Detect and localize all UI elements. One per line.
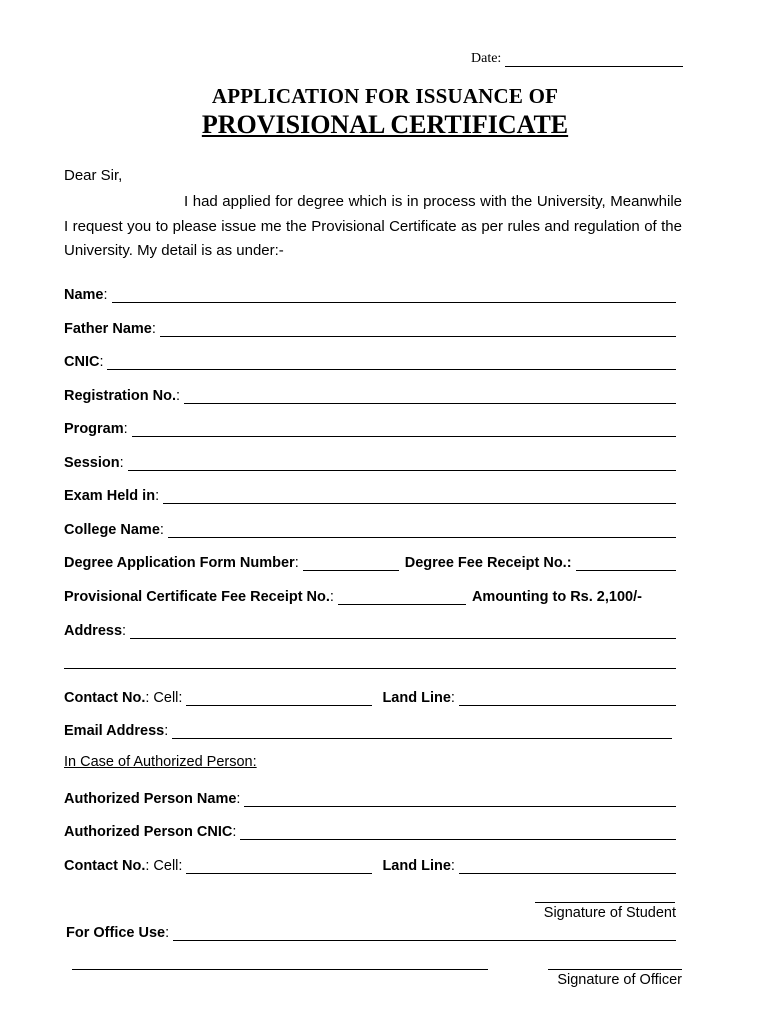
exam-held-in-label: Exam Held in	[64, 488, 156, 504]
college-name-label: College Name	[64, 522, 160, 538]
officer-signature-line[interactable]	[548, 969, 682, 970]
email-address-input-line[interactable]	[172, 724, 672, 739]
authorized-person-cnic-input-line[interactable]	[240, 825, 676, 840]
program-input-line[interactable]	[132, 422, 676, 437]
authorized-cell-input-line[interactable]	[186, 859, 372, 874]
date-label: Date:	[471, 51, 502, 66]
address-field[interactable]: Address:	[64, 619, 676, 639]
office-use-second-line[interactable]	[72, 969, 488, 970]
registration-no-label: Registration No.	[64, 388, 176, 404]
authorized-cell-label: Cell:	[153, 858, 183, 874]
cnic-label: CNIC	[64, 354, 100, 370]
degree-application-row: Degree Application Form Number: Degree Fee Receipt No.:	[64, 551, 676, 571]
registration-no-input-line[interactable]	[184, 389, 676, 404]
address-label: Address	[64, 623, 123, 639]
college-name-input-line[interactable]	[168, 523, 676, 538]
authorized-person-name-label: Authorized Person Name	[64, 791, 237, 807]
name-label: Name	[64, 287, 104, 303]
authorized-contact-no-label: Contact No.	[64, 858, 146, 874]
contact-no-label: Contact No.	[64, 690, 146, 706]
cell-label: Cell:	[153, 690, 183, 706]
authorized-person-heading: In Case of Authorized Person:	[64, 754, 257, 770]
degree-fee-receipt-no-input-line[interactable]	[576, 556, 676, 571]
provisional-fee-row: Provisional Certificate Fee Receipt No.: Amounting to Rs. 2,100/-	[64, 589, 642, 605]
office-use-input-line[interactable]	[173, 926, 676, 941]
exam-held-in-field[interactable]: Exam Held in:	[64, 484, 676, 504]
request-paragraph: I had applied for degree which is in process with the University, Meanwhile I request you to please issue me the Provisional Certificate as per rules and regulation of the University. My detail is as under:-	[64, 193, 682, 259]
program-label: Program	[64, 421, 124, 437]
exam-held-in-input-line[interactable]	[163, 489, 676, 504]
salutation: Dear Sir,	[64, 167, 123, 184]
father-name-label: Father Name	[64, 321, 152, 337]
land-line-label: Land Line	[382, 690, 451, 706]
contact-no-row: Contact No.: Cell: Land Line:	[64, 686, 676, 706]
authorized-person-name-field[interactable]: Authorized Person Name:	[64, 787, 676, 807]
email-address-field[interactable]: Email Address:	[64, 719, 672, 739]
father-name-field[interactable]: Father Name:	[64, 317, 676, 337]
session-field[interactable]: Session:	[64, 451, 676, 471]
registration-no-field[interactable]: Registration No.:	[64, 384, 676, 404]
provisional-fee-receipt-no-input-line[interactable]	[338, 590, 466, 605]
program-field[interactable]: Program:	[64, 417, 676, 437]
provisional-fee-receipt-no-label: Provisional Certificate Fee Receipt No.	[64, 589, 330, 605]
cnic-field[interactable]: CNIC:	[64, 350, 676, 370]
page-title-line2: PROVISIONAL CERTIFICATE	[201, 110, 569, 139]
cnic-input-line[interactable]	[107, 355, 676, 370]
email-address-label: Email Address	[64, 723, 165, 739]
degree-fee-receipt-no-label: Degree Fee Receipt No.:	[404, 555, 572, 571]
page-title-line1: APPLICATION FOR ISSUANCE OF	[211, 84, 559, 108]
address-second-line[interactable]	[64, 668, 676, 669]
office-use-label: For Office Use	[66, 925, 166, 941]
office-use-field[interactable]: For Office Use:	[66, 921, 676, 941]
cell-input-line[interactable]	[186, 691, 372, 706]
authorized-person-cnic-label: Authorized Person CNIC	[64, 824, 233, 840]
authorized-person-cnic-field[interactable]: Authorized Person CNIC:	[64, 820, 676, 840]
name-field[interactable]: Name:	[64, 283, 676, 303]
authorized-contact-no-row: Contact No.: Cell: Land Line:	[64, 854, 676, 874]
date-field[interactable]	[471, 49, 683, 67]
degree-application-form-number-input-line[interactable]	[303, 556, 399, 571]
land-line-input-line[interactable]	[459, 691, 676, 706]
authorized-land-line-input-line[interactable]	[459, 859, 676, 874]
college-name-field[interactable]: College Name:	[64, 518, 676, 538]
session-input-line[interactable]	[128, 456, 676, 471]
name-input-line[interactable]	[112, 288, 676, 303]
date-input-line[interactable]	[505, 52, 683, 67]
session-label: Session	[64, 455, 120, 471]
authorized-land-line-label: Land Line	[382, 858, 451, 874]
authorized-person-name-input-line[interactable]	[244, 792, 676, 807]
address-input-line[interactable]	[130, 624, 676, 639]
student-signature-line[interactable]	[535, 902, 675, 903]
officer-signature-label: Signature of Officer	[557, 972, 682, 988]
amounting-label: Amounting to Rs. 2,100/-	[471, 589, 642, 605]
degree-application-form-number-label: Degree Application Form Number	[64, 555, 295, 571]
father-name-input-line[interactable]	[160, 322, 676, 337]
student-signature-label: Signature of Student	[543, 905, 676, 921]
